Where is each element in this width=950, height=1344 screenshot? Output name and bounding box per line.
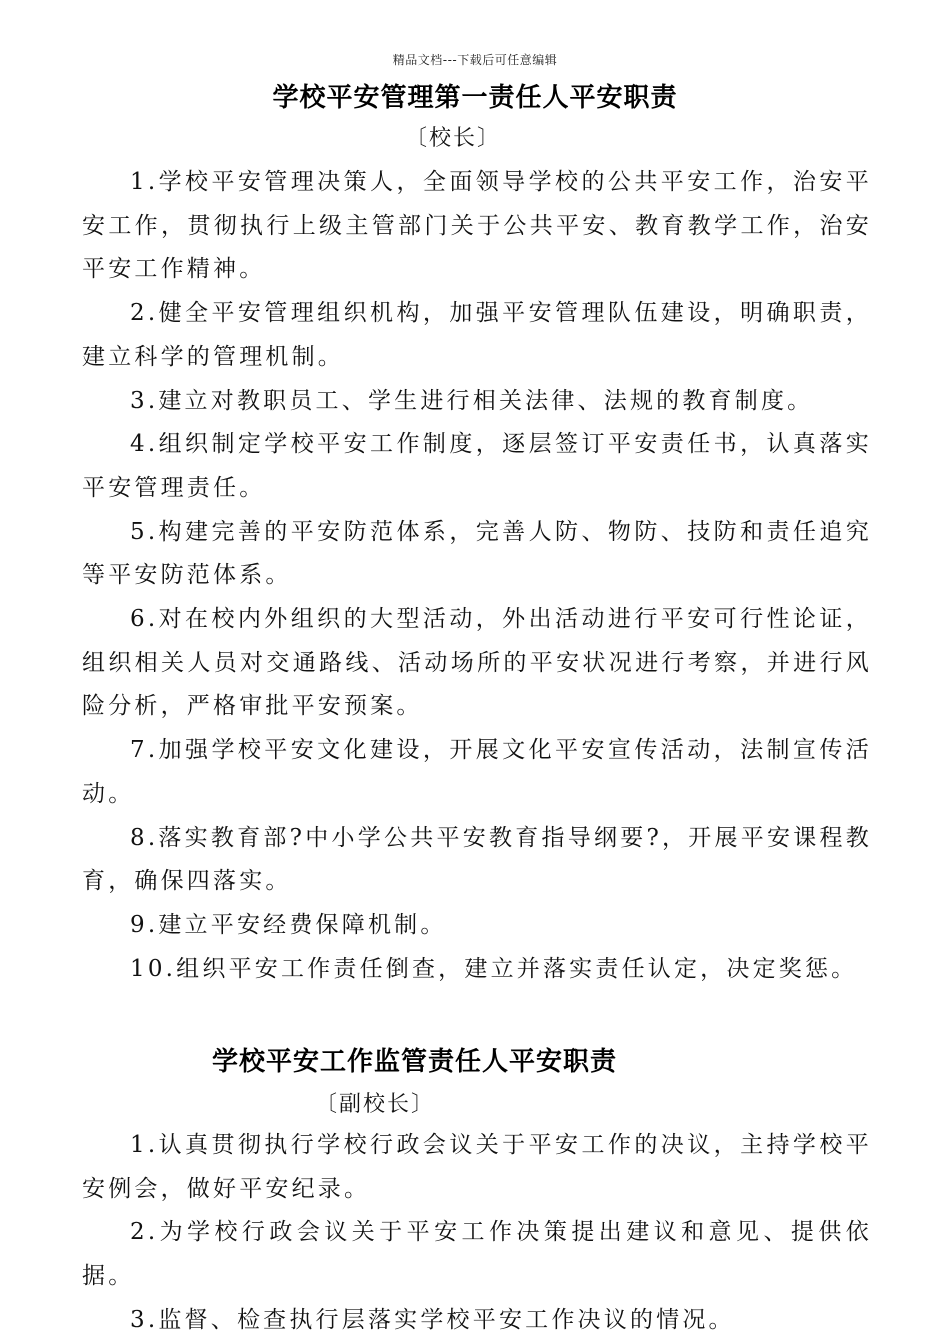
section1-title: 学校平安管理第一责任人平安职责: [272, 83, 678, 113]
section1-item-9: 9.建立平安经费保障机制。: [130, 911, 447, 938]
section1-item-8: 8.落实教育部?中小学公共平安教育指导纲要?，开展平安课程教育，确保四落实。: [82, 824, 872, 895]
section2-subtitle: 〔副校长〕: [315, 1092, 436, 1117]
section2-item-1: 1.认真贯彻执行学校行政会议关于平安工作的决议，主持学校平安例会，做好平安纪录。: [82, 1132, 872, 1202]
section1-item-5: 5.构建完善的平安防范体系，完善人防、物防、技防和责任追究等平安防范体系。: [82, 518, 872, 589]
section1-item-3: 3.建立对教职员工、学生进行相关法律、法规的教育制度。: [130, 387, 814, 414]
section1-item-10: 10.组织平安工作责任倒查，建立并落实责任认定，决定奖惩。: [130, 955, 858, 982]
section2-title: 学校平安工作监管责任人平安职责: [212, 1047, 618, 1077]
section1-item-7: 7.加强学校平安文化建设，开展文化平安宣传活动，法制宣传活动。: [82, 737, 872, 807]
section1-item-6: 6.对在校内外组织的大型活动，外出活动进行平安可行性论证，组织相关人员对交通路线、活动场所的平安状况进行考察，并进行风险分析，严格审批平安预案。: [82, 606, 872, 720]
section1-item-2: 2.健全平安管理组织机构，加强平安管理队伍建设，明确职责，建立科学的管理机制。: [82, 300, 872, 370]
section1-items: [82, 161, 872, 991]
section2-item-2: 2.为学校行政会议关于平安工作决策提出建议和意见、提供依据。: [82, 1219, 872, 1290]
section2-items: [82, 1124, 872, 1343]
section1-subtitle: 〔校长〕: [405, 126, 502, 151]
header-note: 精品文档---下载后可任意编辑: [392, 53, 558, 67]
section1-item-4: 4.组织制定学校平安工作制度，逐层签订平安责任书，认真落实平安管理责任。: [82, 431, 872, 501]
section2-item-3: 3.监督、检查执行层落实学校平安工作决议的情况。: [130, 1306, 735, 1333]
section1-item-1: 1.学校平安管理决策人，全面领导学校的公共平安工作，治安平安工作，贯彻执行上级主管部门关于公共平安、教育教学工作，治安平安工作精神。: [82, 169, 872, 283]
